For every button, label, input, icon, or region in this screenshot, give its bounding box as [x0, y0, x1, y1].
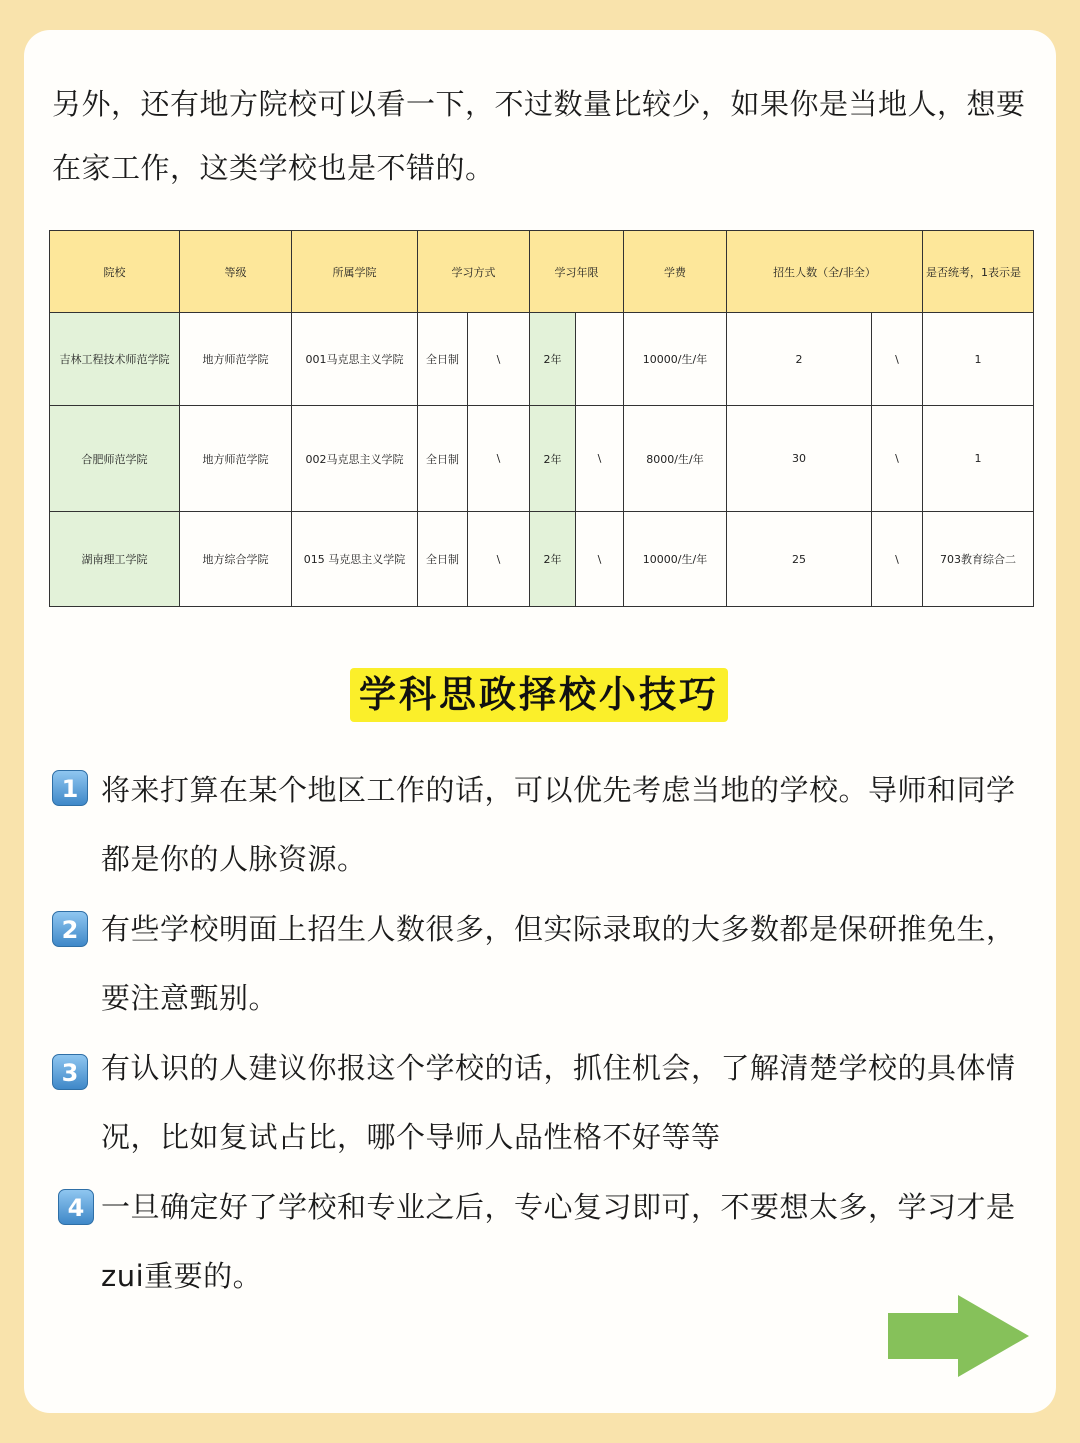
keycap-3-icon: 3: [52, 1054, 88, 1090]
table-cell: 地方师范学院: [180, 406, 292, 512]
tip-item: [52, 895, 1022, 1033]
table-row: [50, 313, 1034, 406]
table-cell: \: [872, 406, 923, 512]
header-cell: 学费: [624, 231, 727, 313]
keycap-1-icon: 1: [52, 770, 88, 806]
table-cell: 2年: [530, 512, 576, 607]
table-cell: 全日制: [418, 512, 468, 607]
table-cell: \: [468, 406, 530, 512]
table-cell: 湖南理工学院: [50, 512, 180, 607]
keycap-4-icon: 4: [58, 1189, 94, 1225]
header-cell: 学习方式: [418, 231, 530, 313]
tip-text: 将来打算在某个地区工作的话，可以优先考虑当地的学校。导师和同学都是你的人脉资源。: [101, 773, 1016, 876]
table-cell: \: [468, 313, 530, 406]
tip-text: 有认识的人建议你报这个学校的话，抓住机会，了解清楚学校的具体情况，比如复试占比，哪个导师人品性格不好等等: [101, 1051, 1016, 1154]
table-cell: 002马克思主义学院: [292, 406, 418, 512]
intro-paragraph: 另外，还有地方院校可以看一下，不过数量比较少，如果你是当地人，想要在家工作，这类学校也是不错的。: [52, 87, 1026, 185]
table-cell: 703教育综合二: [923, 512, 1034, 607]
table-cell: 001马克思主义学院: [292, 313, 418, 406]
header-cell: 院校: [50, 231, 180, 313]
header-cell: 所属学院: [292, 231, 418, 313]
table-cell: \: [576, 406, 624, 512]
table-cell: 8000/生/年: [624, 406, 727, 512]
table-cell: 1: [923, 313, 1034, 406]
header-cell: 学习年限: [530, 231, 624, 313]
tip-text: 一旦确定好了学校和专业之后，专心复习即可，不要想太多，学习才是zui重要的。: [101, 1190, 1016, 1293]
table-cell: \: [872, 512, 923, 607]
header-cell: 招生人数（全/非全）: [727, 231, 923, 313]
right-arrow-icon[interactable]: [888, 1295, 1030, 1377]
table-cell: 地方师范学院: [180, 313, 292, 406]
table-cell: 吉林工程技术师范学院: [50, 313, 180, 406]
keycap-2-icon: 2: [52, 911, 88, 947]
school-table: [49, 230, 1034, 607]
table-row: [50, 512, 1034, 607]
table-cell: [576, 313, 624, 406]
table-cell: 全日制: [418, 406, 468, 512]
table-cell: 10000/生/年: [624, 512, 727, 607]
tip-item: [52, 1173, 1022, 1311]
table-cell: 25: [727, 512, 872, 607]
tip-item: [52, 756, 1022, 894]
header-cell: 等级: [180, 231, 292, 313]
table-cell: 10000/生/年: [624, 313, 727, 406]
table-cell: 2年: [530, 406, 576, 512]
table-header-row: [50, 231, 1034, 313]
table-cell: 2: [727, 313, 872, 406]
table-row: [50, 406, 1034, 512]
table-cell: 015 马克思主义学院: [292, 512, 418, 607]
tip-item: [52, 1034, 1022, 1172]
table-cell: 2年: [530, 313, 576, 406]
header-cell: 是否统考，1表示是: [923, 231, 1034, 313]
table-cell: \: [576, 512, 624, 607]
table-cell: 合肥师范学院: [50, 406, 180, 512]
table-cell: 全日制: [418, 313, 468, 406]
table-cell: \: [468, 512, 530, 607]
table-cell: 30: [727, 406, 872, 512]
section-heading: 学科思政择校小技巧: [350, 668, 728, 722]
table-cell: \: [872, 313, 923, 406]
table-cell: 地方综合学院: [180, 512, 292, 607]
tip-text: 有些学校明面上招生人数很多，但实际录取的大多数都是保研推免生，要注意甄别。: [101, 912, 1016, 1015]
table-cell: 1: [923, 406, 1034, 512]
